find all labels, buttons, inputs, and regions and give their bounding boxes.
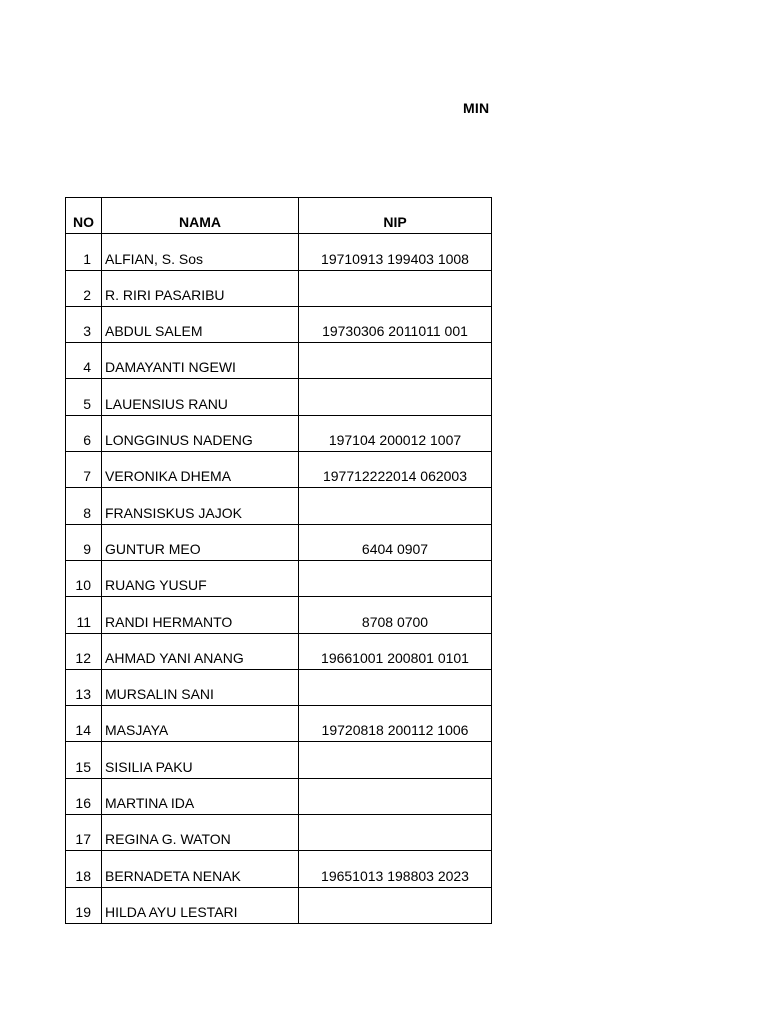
table-row (66, 524, 492, 560)
row-nip (299, 778, 492, 814)
row-number: 5 (66, 379, 102, 415)
row-name: AHMAD YANI ANANG (102, 633, 299, 669)
table-row (66, 778, 492, 814)
document-title: MIN (463, 100, 490, 116)
table-row (66, 815, 492, 851)
row-nip (299, 815, 492, 851)
table-row (66, 306, 492, 342)
row-number: 18 (66, 851, 102, 887)
row-number: 9 (66, 524, 102, 560)
row-name: BERNADETA NENAK (102, 851, 299, 887)
row-name: DAMAYANTI NGEWI (102, 343, 299, 379)
row-number: 10 (66, 560, 102, 596)
row-name: FRANSISKUS JAJOK (102, 488, 299, 524)
table-row (66, 415, 492, 451)
table-row (66, 851, 492, 887)
row-number: 14 (66, 706, 102, 742)
row-nip: 197712222014 062003 (299, 452, 492, 488)
row-nip: 19720818 200112 1006 (299, 706, 492, 742)
row-nip: 19661001 200801 0101 (299, 633, 492, 669)
header-nip: NIP (299, 198, 492, 234)
table-row (66, 452, 492, 488)
row-nip: 6404 0907 (299, 524, 492, 560)
row-nip (299, 379, 492, 415)
row-name: REGINA G. WATON (102, 815, 299, 851)
row-name: ALFIAN, S. Sos (102, 234, 299, 270)
row-nip: 8708 0700 (299, 597, 492, 633)
header-no: NO (66, 198, 102, 234)
table-row (66, 742, 492, 778)
row-number: 15 (66, 742, 102, 778)
row-nip (299, 560, 492, 596)
row-name: RANDI HERMANTO (102, 597, 299, 633)
document-title-area (0, 96, 490, 120)
row-number: 17 (66, 815, 102, 851)
table-row (66, 234, 492, 270)
row-name: VERONIKA DHEMA (102, 452, 299, 488)
row-name: MASJAYA (102, 706, 299, 742)
table-row (66, 270, 492, 306)
row-nip: 19710913 199403 1008 (299, 234, 492, 270)
employee-table (65, 197, 492, 924)
row-nip (299, 343, 492, 379)
row-number: 13 (66, 669, 102, 705)
row-number: 16 (66, 778, 102, 814)
row-nip (299, 742, 492, 778)
row-name: SISILIA PAKU (102, 742, 299, 778)
table-row (66, 560, 492, 596)
row-nip (299, 887, 492, 923)
row-name: R. RIRI PASARIBU (102, 270, 299, 306)
table-row (66, 669, 492, 705)
table-row (66, 706, 492, 742)
table-row (66, 633, 492, 669)
row-number: 2 (66, 270, 102, 306)
row-number: 19 (66, 887, 102, 923)
row-name: MURSALIN SANI (102, 669, 299, 705)
row-name: LONGGINUS NADENG (102, 415, 299, 451)
row-nip (299, 669, 492, 705)
row-number: 8 (66, 488, 102, 524)
row-number: 7 (66, 452, 102, 488)
table-row (66, 597, 492, 633)
header-nama: NAMA (102, 198, 299, 234)
row-nip: 197104 200012 1007 (299, 415, 492, 451)
row-name: MARTINA IDA (102, 778, 299, 814)
row-nip (299, 270, 492, 306)
table-row (66, 343, 492, 379)
table-row (66, 379, 492, 415)
header-row (66, 198, 492, 234)
row-name: LAUENSIUS RANU (102, 379, 299, 415)
row-name: ABDUL SALEM (102, 306, 299, 342)
row-number: 4 (66, 343, 102, 379)
row-number: 1 (66, 234, 102, 270)
row-name: RUANG YUSUF (102, 560, 299, 596)
row-nip: 19730306 2011011 001 (299, 306, 492, 342)
row-name: GUNTUR MEO (102, 524, 299, 560)
table-row (66, 488, 492, 524)
table-row (66, 887, 492, 923)
row-nip: 19651013 198803 2023 (299, 851, 492, 887)
row-name: HILDA AYU LESTARI (102, 887, 299, 923)
row-nip (299, 488, 492, 524)
row-number: 3 (66, 306, 102, 342)
row-number: 11 (66, 597, 102, 633)
row-number: 6 (66, 415, 102, 451)
row-number: 12 (66, 633, 102, 669)
